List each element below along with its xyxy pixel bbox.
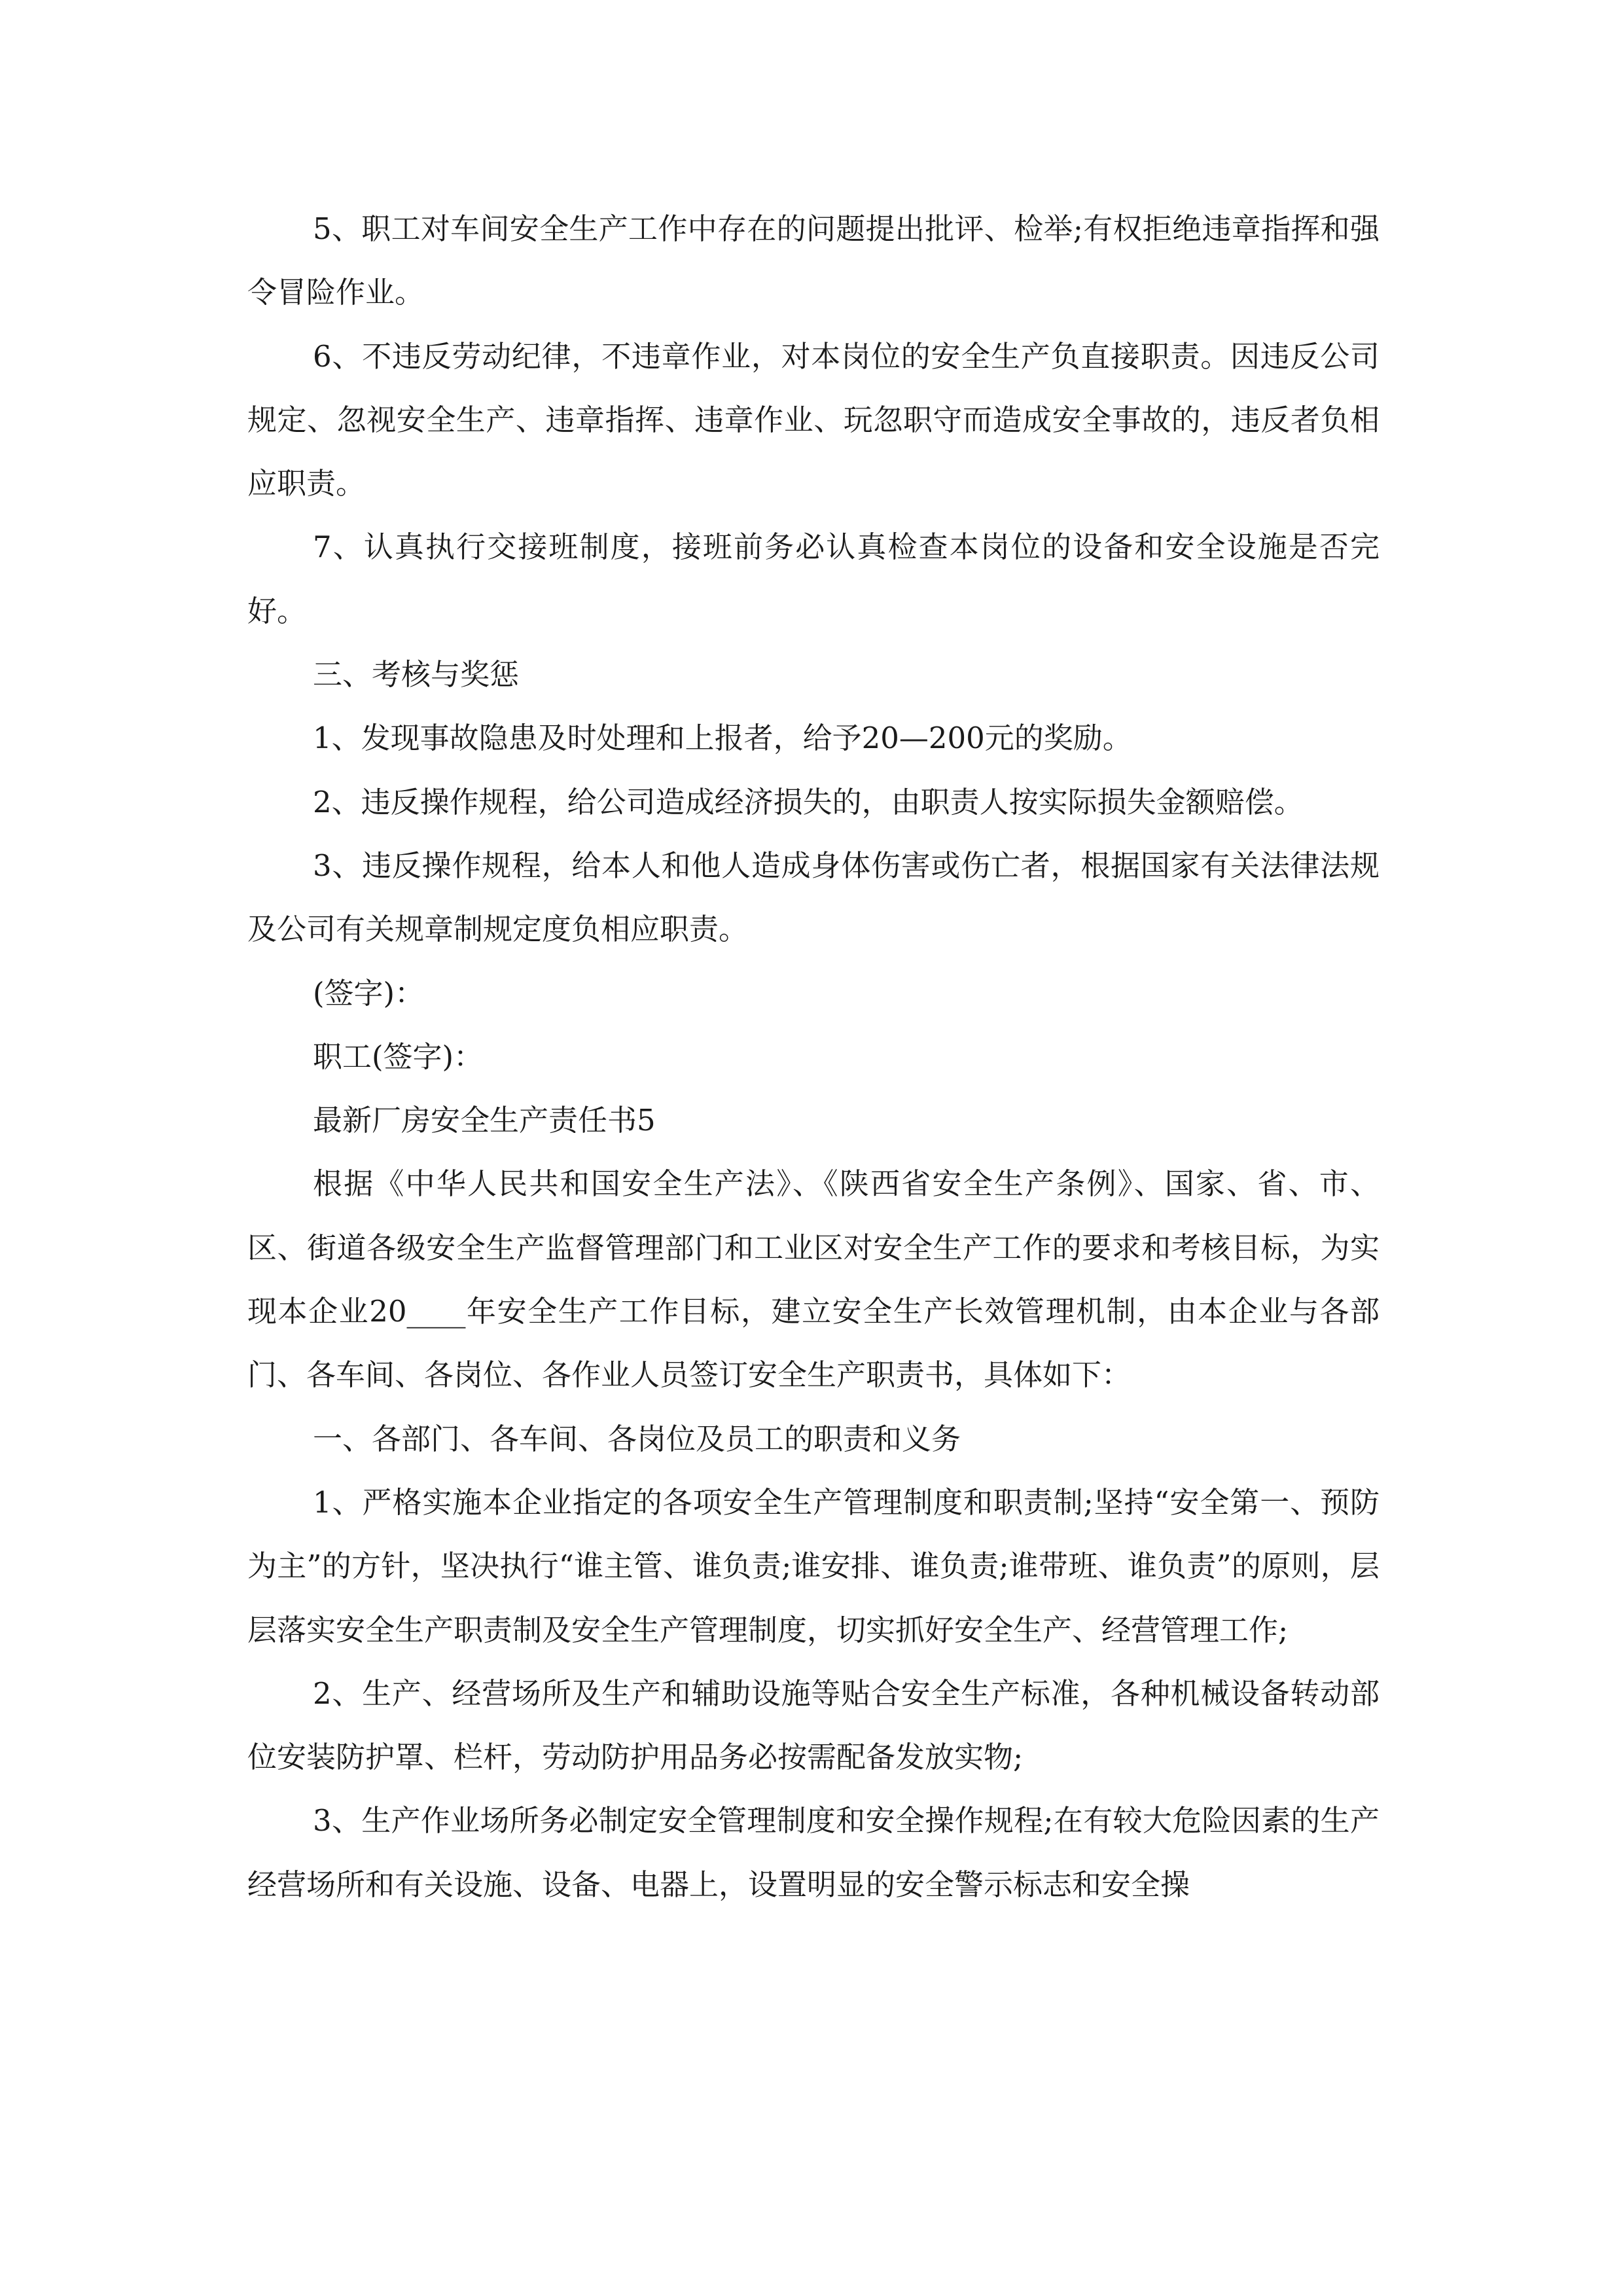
section-heading-duties: 一、各部门、各车间、各岗位及员工的职责和义务 bbox=[313, 1421, 961, 1456]
paragraph-liability: 3、违反操作规程，给本人和他人造成身体伤害或伤亡者，根据国家有关法律法规及公司有关规章制规定度负相应职责。 bbox=[247, 848, 1380, 947]
paragraph-item-6: 6、不违反劳动纪律，不违章作业，对本岗位的安全生产负直接职责。因违反公司规定、忽视安全生产、违章指挥、违章作业、玩忽职守而造成安全事故的，违反者负相应职责。 bbox=[247, 338, 1380, 501]
paragraph-item-5: 5、职工对车间安全生产工作中存在的问题提出批评、检举;有权拒绝违章指挥和强令冒险作业。 bbox=[247, 211, 1380, 310]
paragraph-duty-2: 2、生产、经营场所及生产和辅助设施等贴合安全生产标准，各种机械设备转动部位安装防护罩、栏杆，劳动防护用品务必按需配备发放实物; bbox=[247, 1676, 1380, 1775]
document-body bbox=[247, 197, 1380, 1916]
paragraph-reward: 1、发现事故隐患及时处理和上报者，给予20—200元的奖励。 bbox=[313, 721, 1132, 756]
paragraph-duty-3: 3、生产作业场所务必制定安全管理制度和安全操作规程;在有较大危险因素的生产经营场所和有关设施、设备、电器上，设置明显的安全警示标志和安全操 bbox=[247, 1803, 1380, 1902]
paragraph-item-7: 7、认真执行交接班制度，接班前务必认真检查本岗位的设备和安全设施是否完好。 bbox=[247, 529, 1380, 628]
paragraph-compensation: 2、违反操作规程，给公司造成经济损失的，由职责人按实际损失金额赔偿。 bbox=[313, 784, 1304, 819]
section-heading-assessment: 三、考核与奖惩 bbox=[313, 657, 520, 692]
employee-signature-line: 职工(签字)： bbox=[313, 1039, 484, 1074]
paragraph-duty-1: 1、严格实施本企业指定的各项安全生产管理制度和职责制;坚持“安全第一、预防为主”的方针，坚决执行“谁主管、谁负责;谁安排、谁负责;谁带班、谁负责”的原则，层层落实安全生产职责制及安全生产管理制度，切实抓好安全生产、经营管理工作; bbox=[247, 1484, 1380, 1647]
document-title: 最新厂房安全生产责任书5 bbox=[313, 1103, 656, 1138]
signature-line: (签字)： bbox=[313, 975, 425, 1011]
paragraph-intro: 根据《中华人民共和国安全生产法》、《陕西省安全生产条例》、国家、省、市、区、街道各级安全生产监督管理部门和工业区对安全生产工作的要求和考核目标，为实现本企业20____年安全生产工作目标，建立安全生产长效管理机制，由本企业与各部门、各车间、各岗位、各作业人员签订安全生产职责书，具体如下： bbox=[247, 1166, 1380, 1393]
